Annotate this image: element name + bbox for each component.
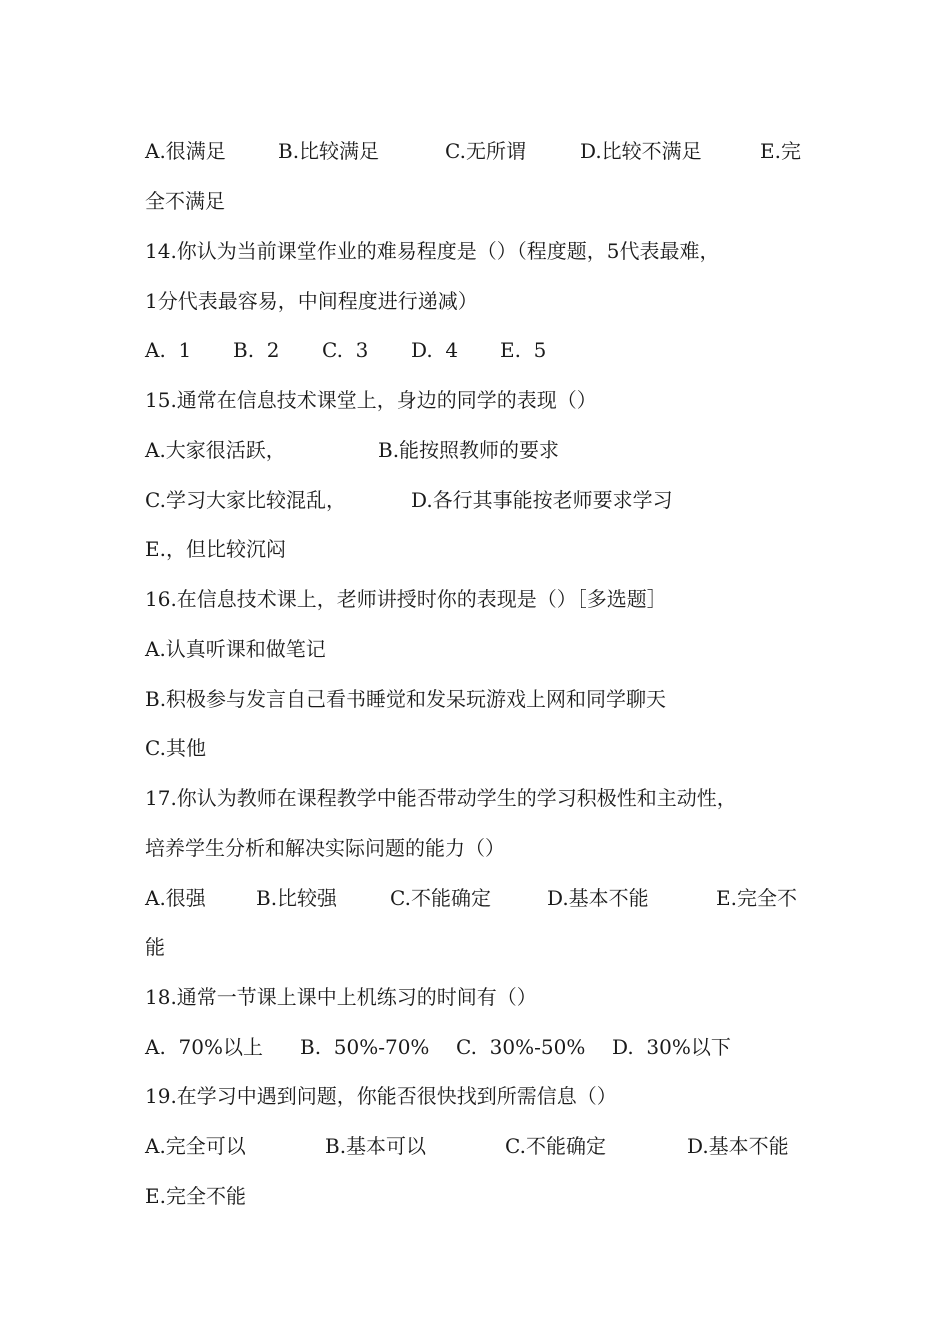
q17-question-line2: 培养学生分析和解决实际问题的能力（） (145, 836, 505, 860)
q19-option-e: E.完全不能 (145, 1184, 246, 1208)
q13-options-row (145, 136, 801, 166)
q17-option-c: C.不能确定 (390, 886, 491, 910)
q15-option-d: D.各行其事能按老师要求学习 (411, 488, 673, 512)
q14-options-row (145, 335, 547, 365)
q13-option-c: C.无所谓 (445, 139, 526, 163)
q13-option-a: A.很满足 (145, 139, 226, 163)
q19-option-b: B.基本可以 (325, 1134, 427, 1158)
q15-option-a: A.大家很活跃， (145, 438, 286, 462)
q18-question: 18.通常一节课上课中上机练习的时间有（） (145, 985, 537, 1009)
q13-option-e: E.完 (760, 139, 801, 163)
q18-option-b: B. 50%-70% (300, 1035, 430, 1059)
q16-option-a: A.认真听课和做笔记 (145, 637, 326, 661)
q15-options-row1 (145, 435, 560, 465)
q14-option-a: A. 1 (145, 338, 192, 362)
q14-option-c: C. 3 (322, 338, 369, 362)
q19-question: 19.在学习中遇到问题，你能否很快找到所需信息（） (145, 1084, 617, 1108)
q13-option-d: D.比较不满足 (580, 139, 702, 163)
q19-options-row (145, 1131, 789, 1161)
q14-option-e: E. 5 (500, 338, 547, 362)
q13-option-b: B.比较满足 (278, 139, 380, 163)
q17-option-a: A.很强 (145, 886, 206, 910)
q19-option-c: C.不能确定 (505, 1134, 606, 1158)
q17-option-e: E.完全不 (716, 886, 797, 910)
q18-option-c: C. 30%-50% (456, 1035, 586, 1059)
q17-question-line1: 17.你认为教师在课程教学中能否带动学生的学习积极性和主动性， (145, 786, 737, 810)
q19-option-d: D.基本不能 (687, 1134, 789, 1158)
q18-option-a: A. 70%以上 (145, 1035, 263, 1059)
q15-options-row2 (145, 485, 673, 515)
q14-question-line2: 1分代表最容易，中间程度进行递减） (145, 289, 478, 313)
q15-option-b: B.能按照教师的要求 (378, 438, 560, 462)
q15-question: 15.通常在信息技术课堂上，身边的同学的表现（） (145, 388, 597, 412)
q15-option-e: E.，但比较沉闷 (145, 537, 286, 561)
q14-option-b: B. 2 (233, 338, 280, 362)
q14-option-d: D. 4 (411, 338, 459, 362)
q15-option-c: C.学习大家比较混乱， (145, 488, 346, 512)
q17-options-row (145, 883, 797, 913)
q18-options-row (145, 1032, 731, 1062)
q19-option-a: A.完全可以 (145, 1134, 246, 1158)
q14-question-line1: 14.你认为当前课堂作业的难易程度是（）（程度题，5代表最难， (145, 239, 720, 263)
q16-option-b: B.积极参与发言自己看书睡觉和发呆玩游戏上网和同学聊天 (145, 687, 667, 711)
q13-option-e-continued: 全不满足 (145, 189, 225, 213)
q16-question: 16.在信息技术课上，老师讲授时你的表现是（）［多选题］ (145, 587, 667, 611)
q17-option-d: D.基本不能 (547, 886, 649, 910)
q16-option-c: C.其他 (145, 736, 206, 760)
q18-option-d: D. 30%以下 (612, 1035, 731, 1059)
q17-option-e-continued: 能 (145, 935, 165, 959)
q17-option-b: B.比较强 (256, 886, 338, 910)
